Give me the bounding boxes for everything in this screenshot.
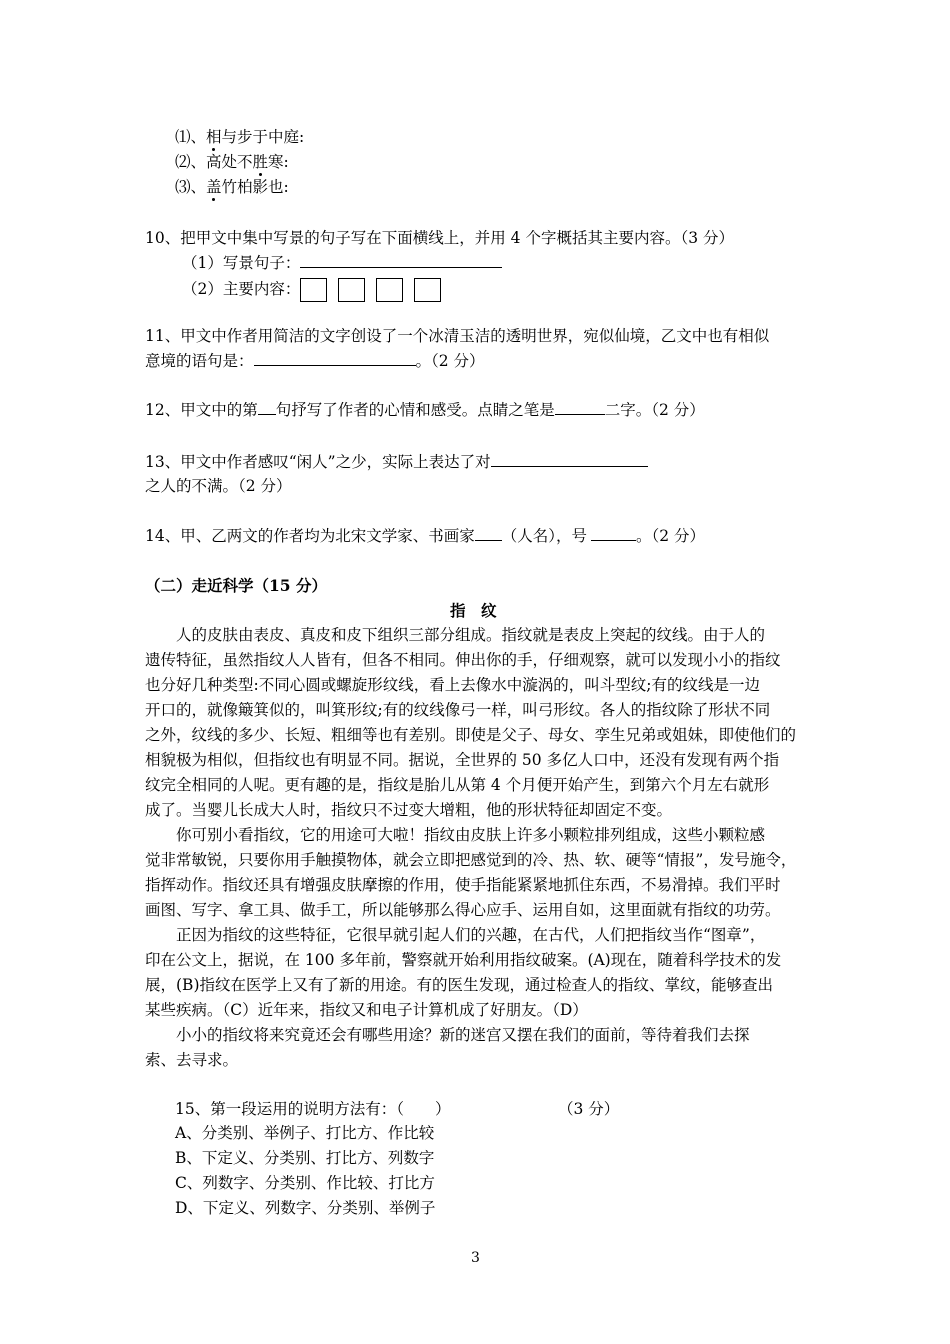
article-line: 人的皮肤由表皮、真皮和皮下组织三部分组成。指纹就是表皮上突起的纹线。由于人的 [145, 626, 766, 644]
q9-item-3-dotted-char: 盖 [206, 178, 222, 196]
q11-score: 。（2 分） [415, 352, 485, 370]
q10-stem: 10、把甲文中集中写景的句子写在下面横线上，并用 4 个字概括其主要内容。（3 分） [145, 229, 734, 247]
q9-item-3-text: 竹柏影也: [221, 178, 289, 196]
article-line: 成了。当婴儿长成大人时，指纹只不过变大增粗，他的形状特征却固定不变。 [145, 801, 673, 819]
q9-item-2-text: 寒: [268, 153, 289, 171]
article-line: 某些疾病。（C）近年来，指纹又和电子计算机成了好朋友。（D） [145, 1001, 588, 1019]
article-line: 开口的，就像簸箕似的，叫箕形纹;有的纹线像弓一样，叫弓形纹。各人的指纹除了形状不同 [145, 701, 771, 719]
q15-option-d[interactable]: D、下定义、列数字、分类别、举例子 [175, 1199, 436, 1217]
q15-stem: 15、第一段运用的说明方法有：（ ） [175, 1100, 451, 1118]
q10-sub2 [182, 276, 452, 302]
article-line: 相貌极为相似，但指纹也有明显不同。据说，全世界的 50 多亿人口中，还没有发现有两个指 [145, 751, 780, 769]
q14-mid: （人名），号 [501, 527, 587, 545]
q10-sub1-label: （1）写景句子： [182, 254, 301, 272]
q13-blank[interactable] [491, 452, 648, 467]
q13-line1 [145, 451, 648, 473]
answer-box-3[interactable] [376, 278, 403, 302]
q14-name-blank[interactable] [475, 526, 502, 541]
q9-item-2-num: ⑵、 [175, 153, 207, 171]
q14-pre: 14、甲、乙两文的作者均为北宋文学家、书画家 [145, 527, 475, 545]
article-line: 之外，纹线的多少、长短、粗细等也有差别。即使是父子、母女、孪生兄弟或姐妹，即使他们的 [145, 726, 797, 744]
q15-score: （3 分） [558, 1100, 620, 1118]
q11-label: 意境的语句是： [145, 352, 254, 370]
q15-option-a[interactable]: A、分类别、举例子、打比方、作比较 [175, 1124, 435, 1142]
article-line: 展，(B)指纹在医学上又有了新的用途。有的医生发现，通过检查人的指纹、掌纹，能够查出 [145, 976, 773, 994]
article-line: 觉非常敏锐，只要你用手触摸物体，就会立即把感觉到的冷、热、软、硬等“情报”，发号施令， [145, 851, 797, 869]
article-line: 遗传特征，虽然指纹人人皆有，但各不相同。伸出你的手，仔细观察，就可以发现小小的指纹 [145, 651, 781, 669]
q12-pre: 12、甲文中的第 [145, 401, 258, 419]
q12-sentence-blank[interactable] [258, 400, 276, 415]
article-line: 印在公文上，据说，在 100 多年前，警察就开始利用指纹破案。(A)现在，随着科学技术的发 [145, 951, 782, 969]
q9-item-2-pre: 高处不 [206, 153, 253, 171]
article-line: 正因为指纹的这些特征，它很早就引起人们的兴趣，在古代，人们把指纹当作“图章”， [145, 926, 766, 944]
article-line: 画图、写字、拿工具、做手工，所以能够那么得心应手、运用自如，这里面就有指纹的功劳。 [145, 901, 781, 919]
q12-mid: 句抒写了作者的心情和感受。点睛之笔是 [275, 401, 555, 419]
answer-box-2[interactable] [338, 278, 365, 302]
q14 [145, 525, 705, 547]
q9-item-1 [175, 126, 304, 148]
article-line: 纹完全相同的人呢。更有趣的是，指纹是胎儿从第 4 个月便开始产生，到第六个月左右就形 [145, 776, 770, 794]
q14-alias-blank[interactable] [591, 526, 636, 541]
answer-box-4[interactable] [414, 278, 441, 302]
q14-post: 。（2 分） [636, 527, 706, 545]
answer-box-1[interactable] [300, 278, 327, 302]
q9-item-1-text: 与步于中庭: [221, 128, 305, 146]
article-line: 你可别小看指纹，它的用途可大啦！指纹由皮肤上许多小颗粒排列组成，这些小颗粒感 [145, 826, 766, 844]
q12-post: 二字。（2 分） [604, 401, 705, 419]
q10-scene-blank[interactable] [300, 253, 502, 268]
q10-sub2-label: （2）主要内容： [182, 280, 301, 298]
article-line: 也分好几种类型:不同心圆或螺旋形纹线，看上去像水中漩涡的，叫斗型纹;有的纹线是一边 [145, 676, 760, 694]
q13-line2: 之人的不满。（2 分） [145, 477, 292, 495]
q9-item-3-num: ⑶、 [175, 178, 207, 196]
q13-text: 13、甲文中作者感叹“闲人”之少，实际上表达了对 [145, 453, 491, 471]
article-line: 索、去寻求。 [145, 1051, 239, 1069]
q15-option-b[interactable]: B、下定义、分类别、打比方、列数字 [175, 1149, 435, 1167]
q10-sub1 [182, 252, 502, 274]
article-line: 小小的指纹将来究竟还会有哪些用途？新的迷宫又摆在我们的面前，等待着我们去探 [145, 1026, 750, 1044]
q9-item-1-dotted-char: 相 [206, 128, 222, 146]
q11-blank[interactable] [254, 351, 416, 366]
article-line: 指挥动作。指纹还具有增强皮肤摩擦的作用，使手指能紧紧地抓住东西，不易滑掉。我们平时 [145, 876, 781, 894]
q9-item-1-num: ⑴、 [175, 128, 207, 146]
section2-heading: （二）走近科学（15 分） [145, 576, 327, 595]
q9-item-2-dotted-char: 胜 [252, 153, 269, 171]
q9-item-3 [175, 176, 289, 198]
q15-option-c[interactable]: C、列数字、分类别、作比较、打比方 [175, 1174, 435, 1192]
page-number: 3 [471, 1250, 480, 1266]
q12-word-blank[interactable] [555, 400, 605, 415]
q9-item-2 [175, 151, 289, 173]
q11-line1: 11、甲文中作者用简洁的文字创设了一个冰清玉洁的透明世界，宛似仙境，乙文中也有相似 [145, 327, 770, 345]
q12 [145, 399, 705, 421]
article-title: 指 纹 [450, 601, 497, 620]
q11-line2 [145, 350, 485, 372]
